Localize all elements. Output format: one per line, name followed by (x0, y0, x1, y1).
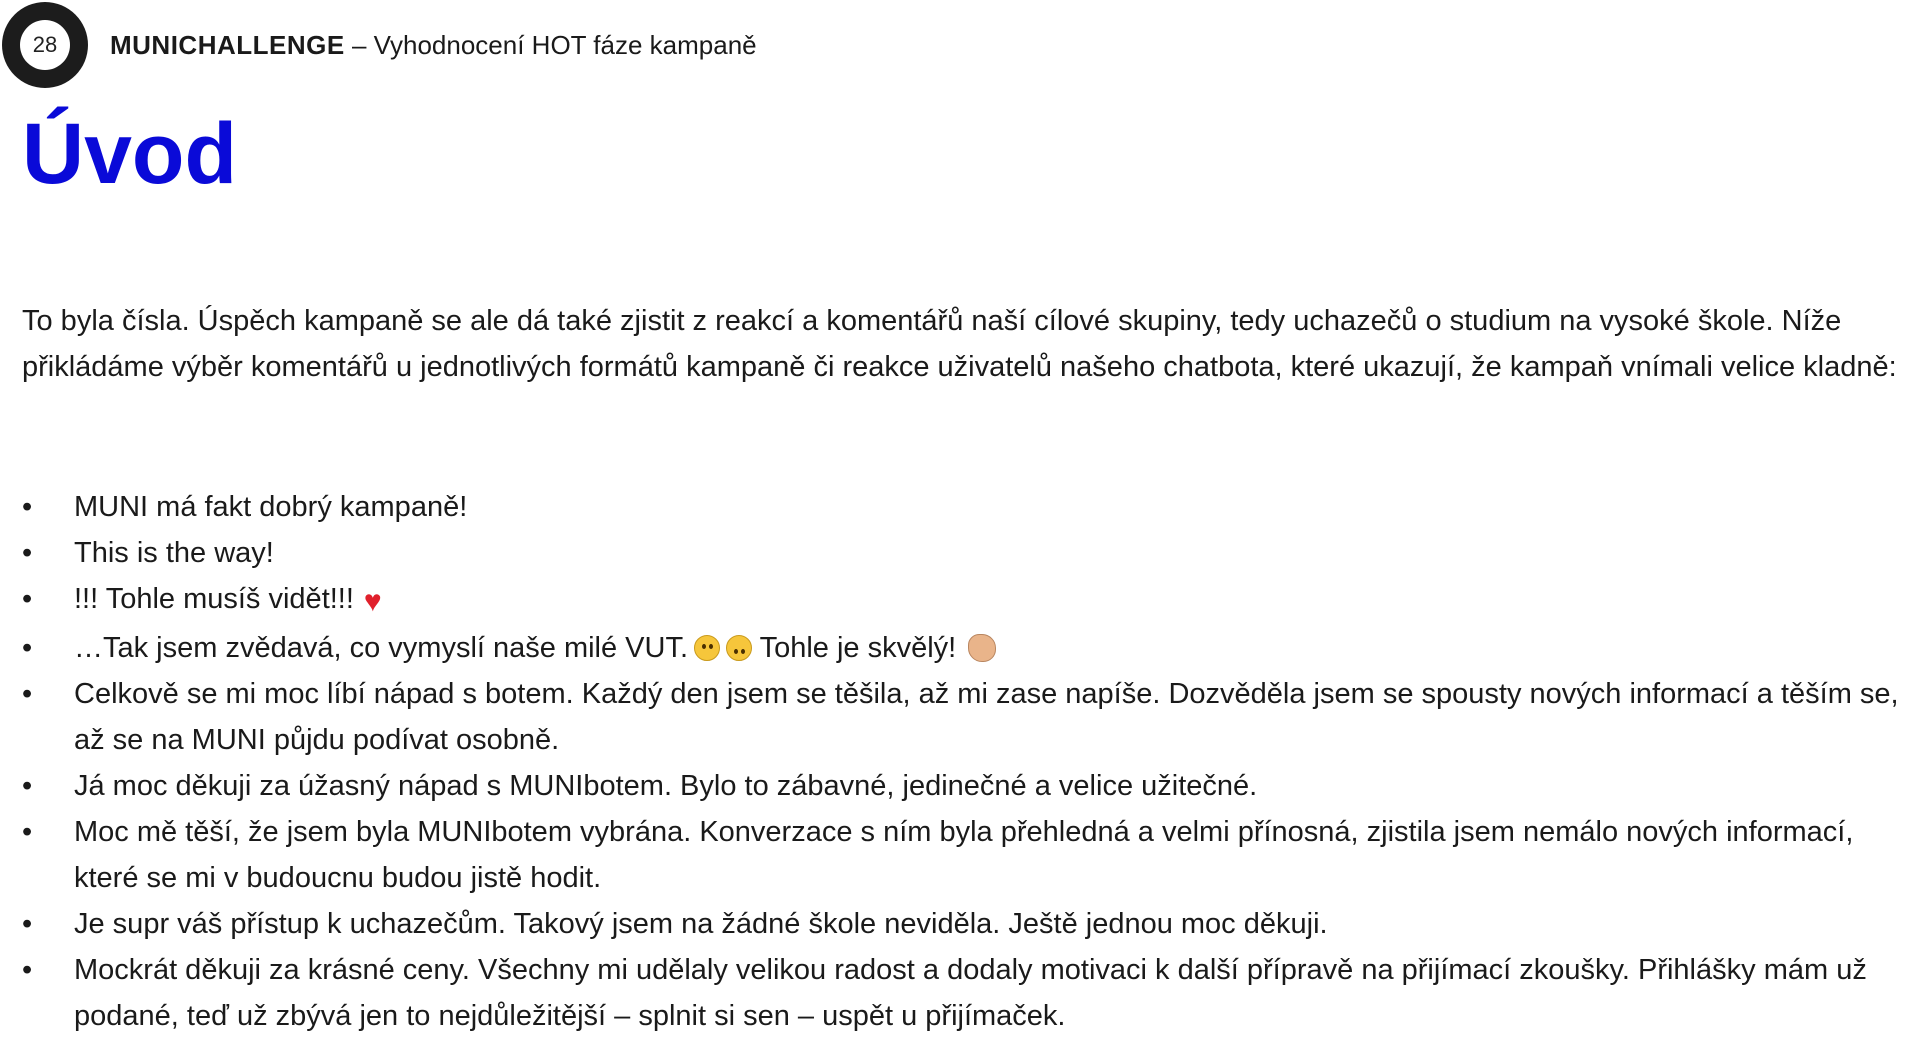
bullet: • (22, 908, 33, 940)
header-subtitle: – Vyhodnocení HOT fáze kampaně (344, 30, 757, 60)
comment-text: MUNI má fakt dobrý kampaně! (74, 491, 468, 523)
header-brand: MUNICHALLENGE (110, 30, 345, 60)
bullet: • (22, 537, 33, 569)
comment-text: Mockrát děkuji za krásné ceny. Všechny mi udělaly velikou radost a dodaly motivaci k další přípravě na přijímací zkoušky. Přihlášky mám už podané, teď už zbývá jen to nejdůležitější – splnit si sen – uspět u přijímaček. (74, 954, 1867, 1032)
comment-text: !!! Tohle musíš vidět!!! (74, 583, 354, 615)
bullet: • (22, 816, 33, 848)
comments-list (22, 484, 1918, 1039)
list-item (22, 625, 1918, 671)
bullet: • (22, 954, 33, 986)
page-number-badge (2, 2, 88, 88)
bullet: • (22, 491, 33, 523)
list-item (22, 484, 1918, 530)
comment-text: Tohle je skvělý! (759, 632, 957, 664)
comment-text: This is the way! (74, 537, 274, 569)
clapping-hands-icon (968, 634, 996, 662)
bullet: • (22, 678, 33, 710)
red-heart-icon: ♥ (363, 585, 382, 618)
slightly-smiling-face-icon (694, 635, 720, 661)
list-item (22, 809, 1918, 901)
list-item (22, 947, 1918, 1039)
comment-text: Já moc děkuji za úžasný nápad s MUNIbotem. Bylo to zábavné, jedinečné a velice užitečné. (74, 770, 1258, 802)
list-item (22, 763, 1918, 809)
page-number: 28 (20, 20, 70, 70)
comment-text: …Tak jsem zvědavá, co vymyslí naše milé VUT. (74, 632, 689, 664)
page-title: Úvod (22, 106, 237, 202)
intro-paragraph: To byla čísla. Úspěch kampaně se ale dá také zjistit z reakcí a komentářů naší cílové skupiny, tedy uchazečů o studium na vysoké škole. Níže přikládáme výběr komentářů u jednotlivých formátů kampaně či reakce uživatelů našeho chatbota, které ukazují, že kampaň vnímali velice kladně: (22, 305, 1897, 383)
upside-down-face-icon (726, 635, 752, 661)
list-item (22, 576, 1918, 625)
bullet: • (22, 770, 33, 802)
header-title (110, 30, 757, 61)
comment-text: Moc mě těší, že jsem byla MUNIbotem vybrána. Konverzace s ním byla přehledná a velmi přínosná, zjistila jsem nemálo nových informací, které se mi v budoucnu budou jistě hodit. (74, 816, 1854, 894)
bullet: • (22, 583, 33, 615)
list-item (22, 671, 1918, 763)
bullet: • (22, 632, 33, 664)
list-item (22, 530, 1918, 576)
comment-text: Celkově se mi moc líbí nápad s botem. Každý den jsem se těšila, až mi zase napíše. Dozvěděla jsem se spousty nových informací a těším se, až se na MUNI půjdu podívat osobně. (74, 678, 1899, 756)
list-item (22, 901, 1918, 947)
comment-text: Je supr váš přístup k uchazečům. Takový jsem na žádné škole neviděla. Ještě jednou moc děkuji. (74, 908, 1328, 940)
